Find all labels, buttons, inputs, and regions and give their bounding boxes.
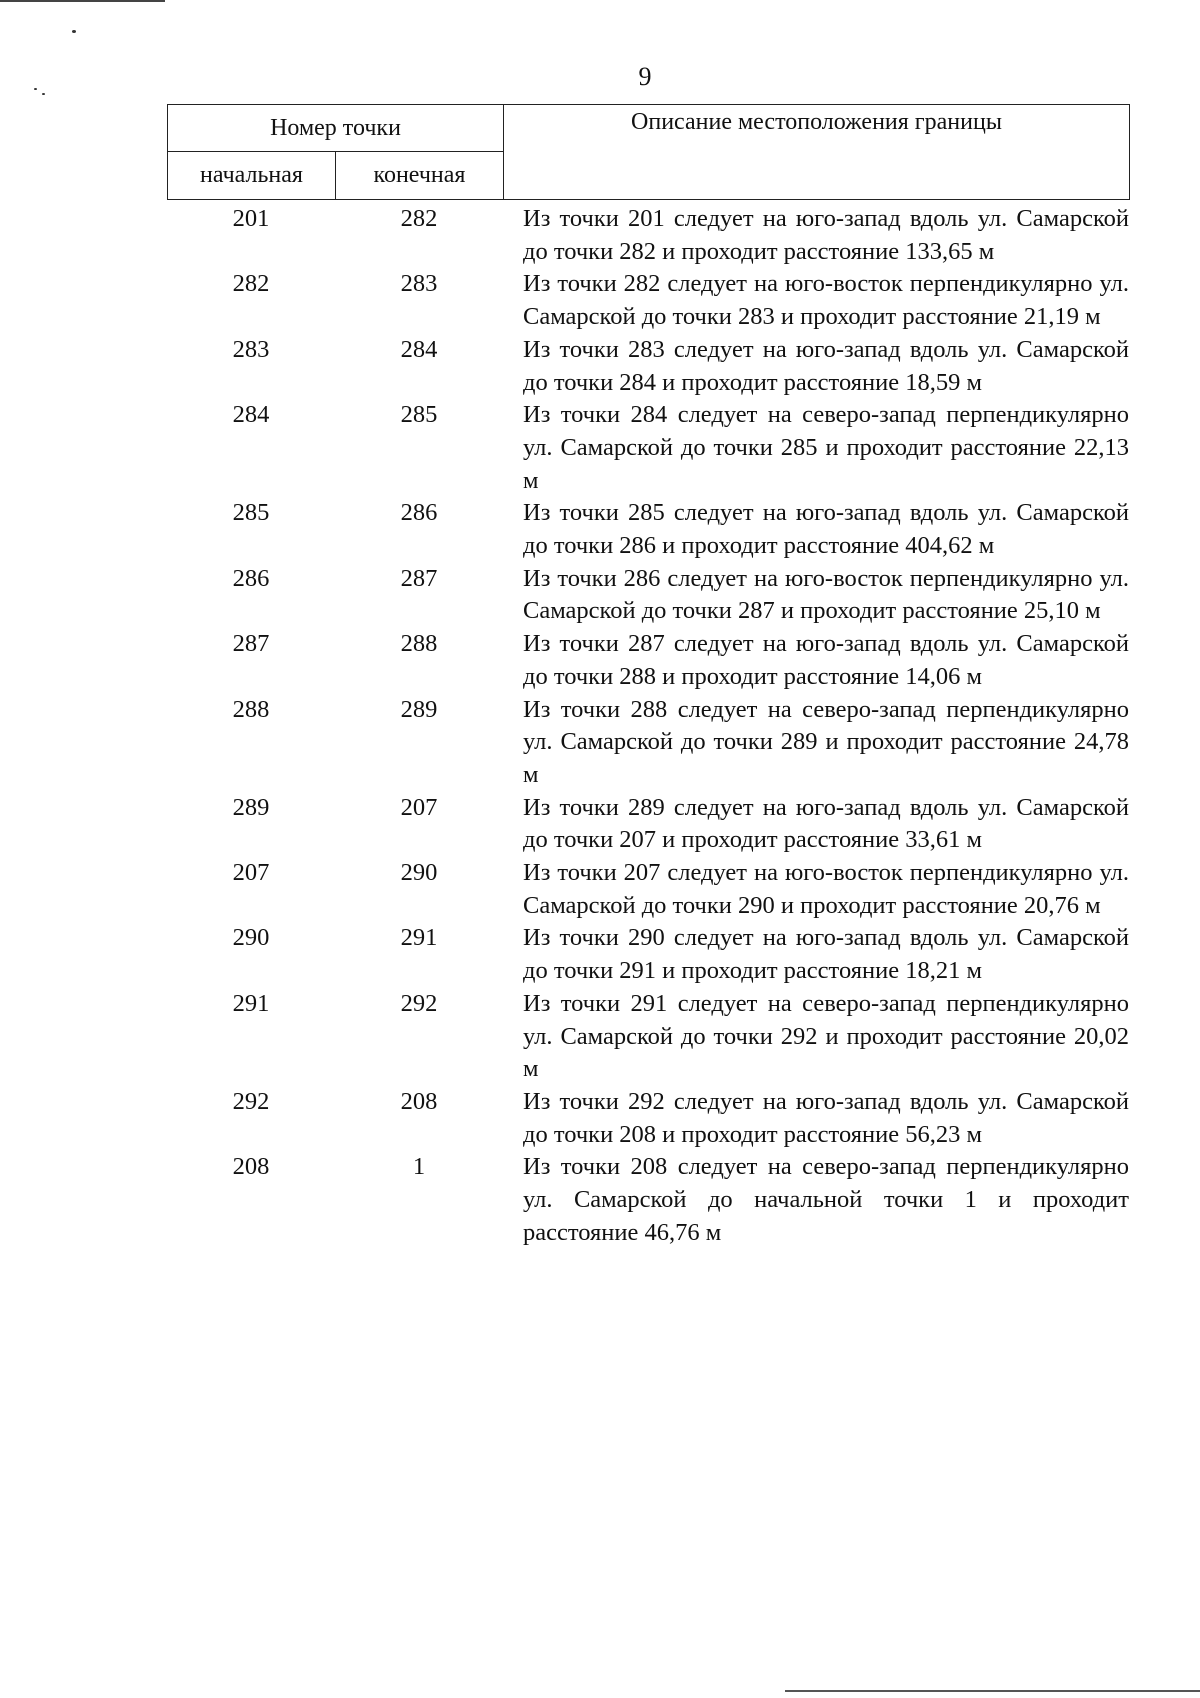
end-point-cell: 290 — [400, 859, 438, 887]
end-point-cell: 288 — [400, 630, 438, 658]
description-cell: Из точки 287 следует на юго-запад вдоль ул. Самарской до точки 288 и проходит расстояние 14,06 м — [523, 630, 1129, 690]
start-point-cell: 283 — [232, 335, 270, 363]
start-point-cell: 208 — [232, 1153, 270, 1181]
description-cell: Из точки 290 следует на юго-запад вдоль ул. Самарской до точки 291 и проходит расстояние 18,21 м — [523, 924, 1129, 985]
scan-speck — [42, 93, 45, 95]
table-row — [167, 334, 1129, 399]
end-point-cell: 289 — [400, 695, 438, 723]
description-cell: Из точки 208 следует на северо-запад перпендикулярно ул. Самарской до начальной точки 1 и проходит расстояние 46,76 м — [523, 1153, 1129, 1246]
description-cell: Из точки 286 следует на юго-восток перпендикулярно ул. Самарской до точки 287 и проходит расстояние 25,10 м — [523, 564, 1129, 625]
table-body — [167, 203, 1129, 1250]
scan-edge-line-bottom — [785, 1690, 1200, 1692]
description-cell: Из точки 201 следует на юго-запад вдоль ул. Самарской до точки 282 и проходит расстояние 133,65 м — [523, 205, 1129, 265]
description-cell: Из точки 292 следует на юго-запад вдоль ул. Самарской до точки 208 и проходит расстояние 56,23 м — [523, 1087, 1129, 1148]
table-row — [167, 1151, 1129, 1249]
start-point-cell: 282 — [232, 270, 270, 298]
start-point-cell: 289 — [232, 793, 270, 821]
table-row — [167, 268, 1129, 333]
table-row — [167, 399, 1129, 497]
description-cell: Из точки 207 следует на юго-восток перпендикулярно ул. Самарской до точки 290 и проходит расстояние 20,76 м — [523, 859, 1129, 919]
end-point-header: конечная — [336, 152, 504, 200]
start-point-cell: 290 — [232, 924, 270, 952]
table-row — [167, 1086, 1129, 1151]
end-point-cell: 291 — [400, 924, 438, 952]
table-row — [167, 563, 1129, 628]
table-row — [167, 694, 1129, 792]
description-cell: Из точки 291 следует на северо-запад перпендикулярно ул. Самарской до точки 292 и проходит расстояние 20,02 м — [523, 989, 1129, 1083]
table-row — [167, 497, 1129, 562]
end-point-cell: 287 — [400, 564, 438, 592]
end-point-cell: 1 — [412, 1153, 426, 1181]
table-row — [167, 792, 1129, 857]
description-cell: Из точки 283 следует на юго-запад вдоль ул. Самарской до точки 284 и проходит расстояние 18,59 м — [523, 335, 1129, 396]
start-point-cell: 286 — [232, 564, 270, 592]
end-point-cell: 292 — [400, 989, 438, 1017]
end-point-cell: 284 — [400, 335, 438, 363]
table-row — [167, 628, 1129, 693]
end-point-cell: 207 — [400, 793, 438, 821]
end-point-cell: 282 — [400, 205, 438, 232]
end-point-cell: 283 — [400, 270, 438, 298]
table-row — [167, 203, 1129, 268]
start-point-header: начальная — [168, 152, 336, 200]
start-point-cell: 291 — [232, 989, 270, 1017]
scan-speck — [72, 30, 76, 33]
start-point-cell: 285 — [232, 499, 270, 527]
description-cell: Из точки 285 следует на юго-запад вдоль ул. Самарской до точки 286 и проходит расстояние 404,62 м — [523, 499, 1129, 560]
table-row — [167, 922, 1129, 987]
start-point-cell: 288 — [232, 695, 270, 723]
table-header — [167, 104, 1130, 200]
point-number-header: Номер точки — [168, 105, 504, 152]
description-cell: Из точки 282 следует на юго-восток перпендикулярно ул. Самарской до точки 283 и проходит расстояние 21,19 м — [523, 270, 1129, 331]
start-point-cell: 292 — [232, 1087, 270, 1115]
start-point-cell: 207 — [232, 859, 270, 887]
start-point-cell: 284 — [232, 401, 270, 429]
start-point-cell: 287 — [232, 630, 270, 658]
table-row — [167, 988, 1129, 1086]
end-point-cell: 208 — [400, 1087, 438, 1115]
description-cell: Из точки 289 следует на юго-запад вдоль ул. Самарской до точки 207 и проходит расстояние 33,61 м — [523, 793, 1129, 854]
end-point-cell: 285 — [400, 401, 438, 429]
end-point-cell: 286 — [400, 499, 438, 527]
description-header: Описание местоположения границы — [504, 105, 1130, 200]
page-number: 9 — [638, 62, 652, 91]
description-cell: Из точки 284 следует на северо-запад перпендикулярно ул. Самарской до точки 285 и проходит расстояние 22,13 м — [523, 401, 1129, 494]
scan-edge-line-top — [0, 0, 165, 2]
table-row — [167, 857, 1129, 922]
start-point-cell: 201 — [232, 205, 270, 232]
description-cell: Из точки 288 следует на северо-запад перпендикулярно ул. Самарской до точки 289 и проходит расстояние 24,78 м — [523, 695, 1129, 788]
